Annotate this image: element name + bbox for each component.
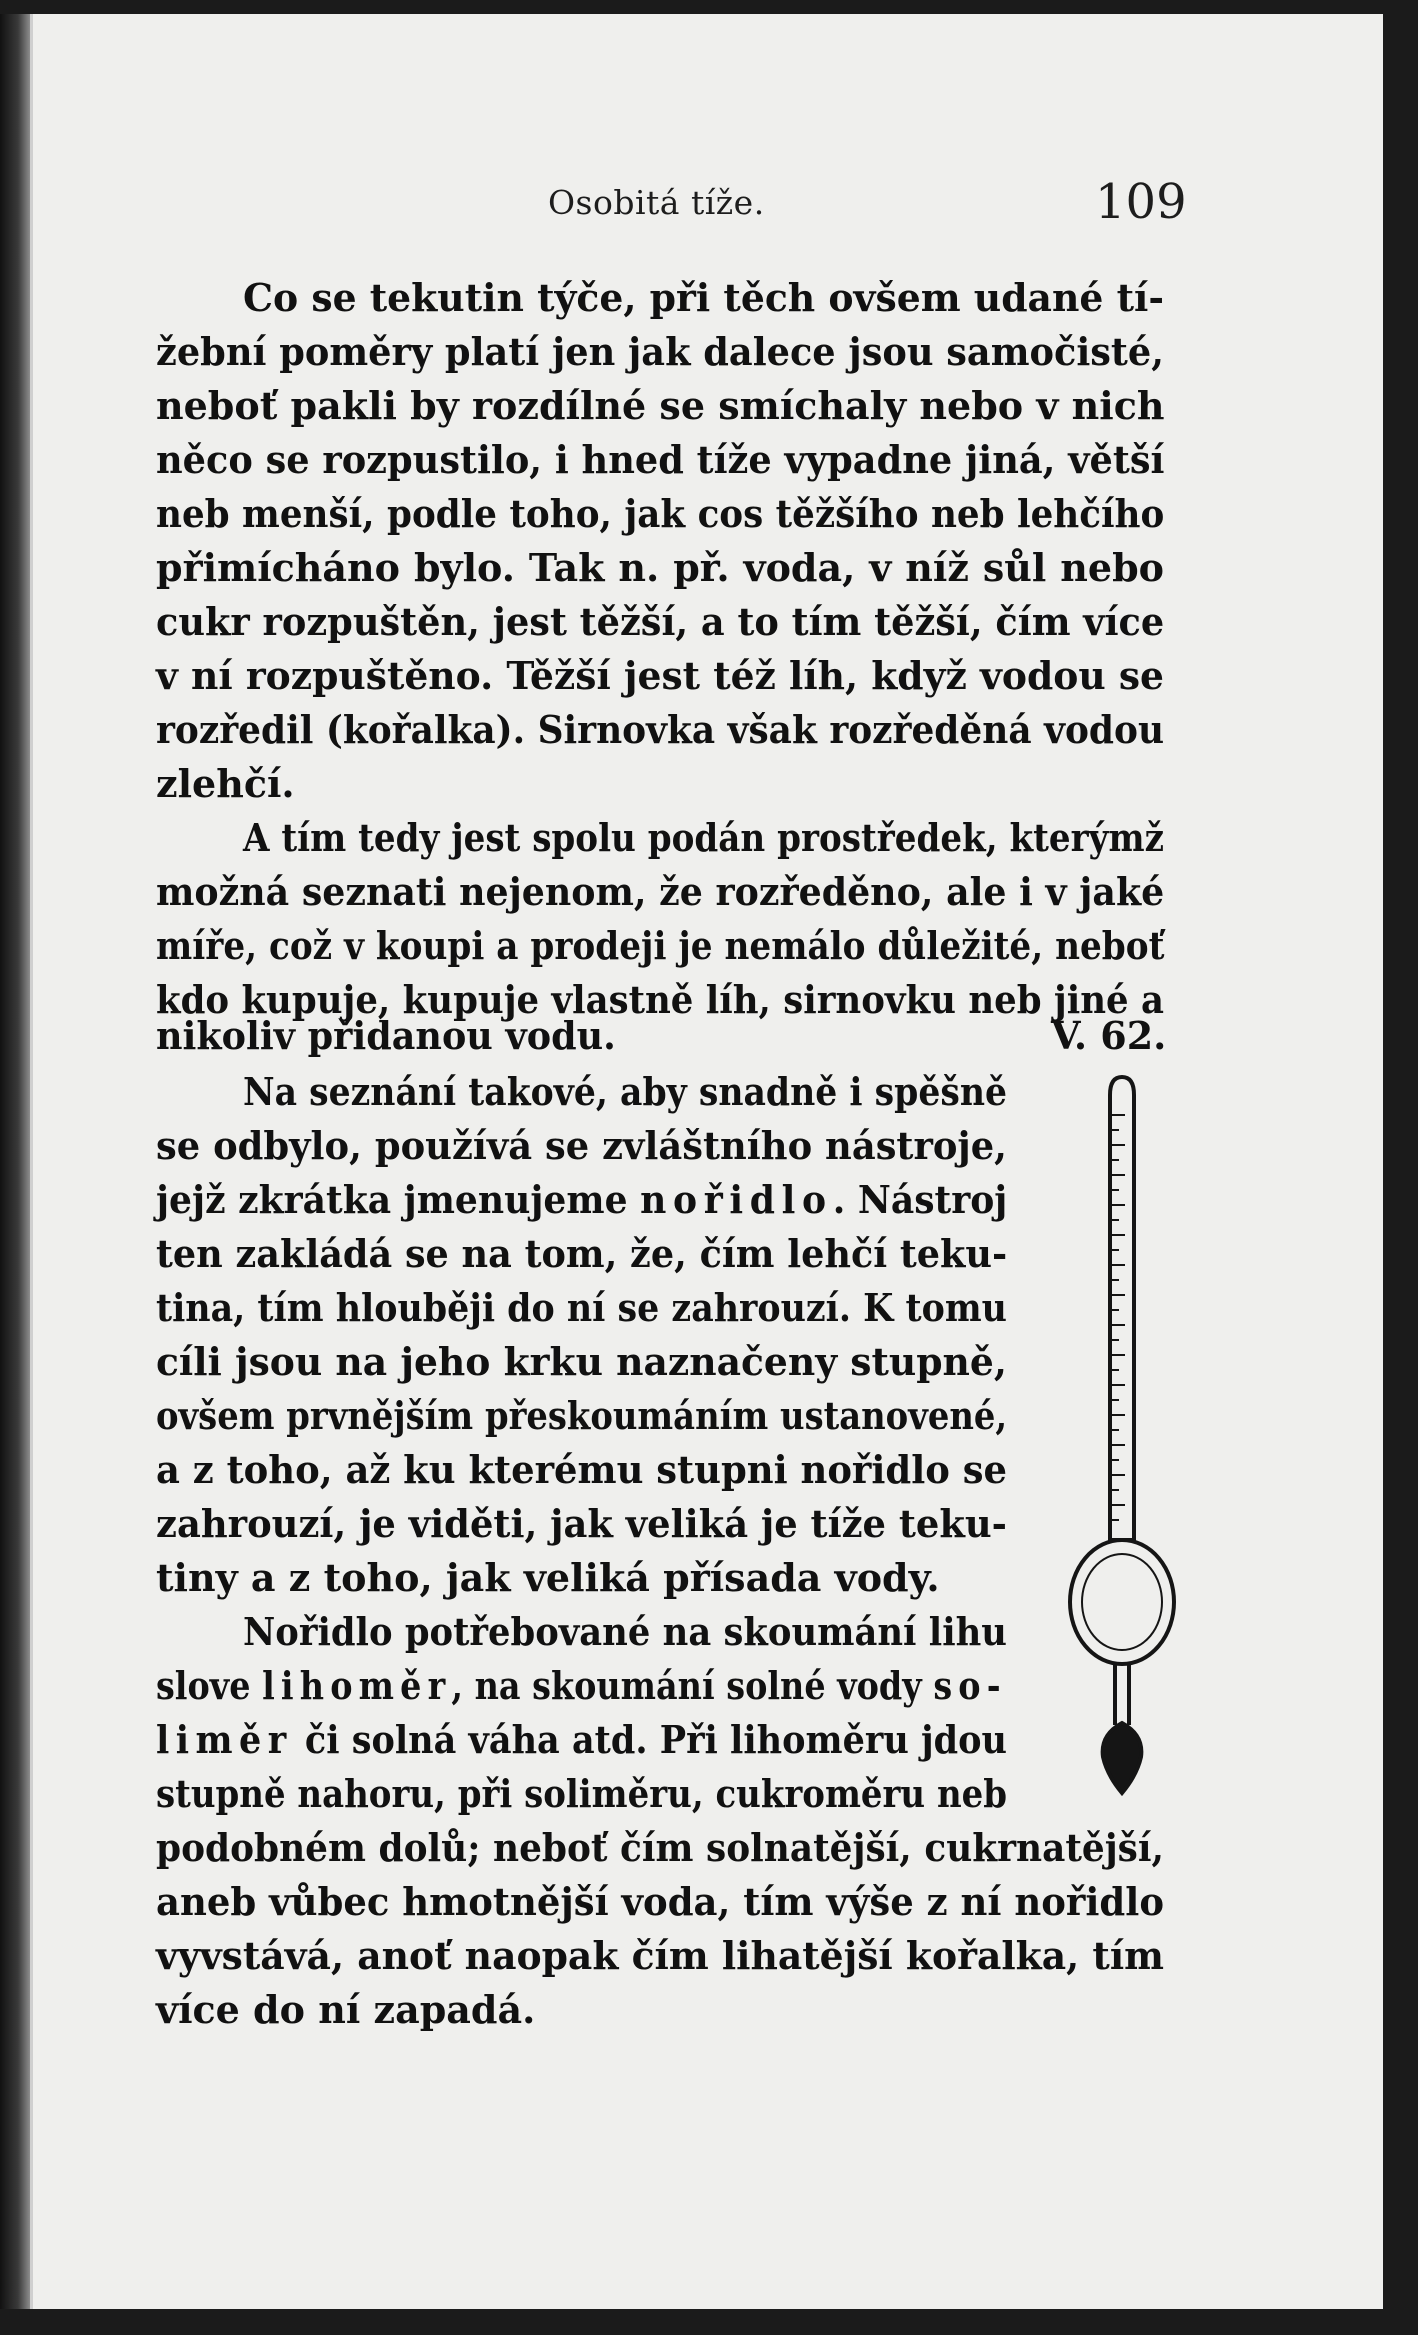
- text-line: více do ní zapadá.: [156, 1987, 536, 2032]
- text-line: cíli jsou na jeho krku naznačeny stupně,: [156, 1339, 1007, 1384]
- text-line: zlehčí.: [156, 761, 295, 806]
- figure-label: V. 62.: [1051, 1013, 1167, 1058]
- term-lihomer: lihoměr: [262, 1663, 452, 1708]
- text-fragment: , na skoumání solné vody: [451, 1663, 922, 1708]
- text-line: žební poměry platí jen jak dalece jsou samočisté,: [156, 329, 1164, 374]
- text-line: cukr rozpuštěn, jest těžší, a to tím těžší, čím více: [156, 599, 1165, 644]
- text-line: aneb vůbec hmotnější voda, tím výše z ní nořidlo: [156, 1879, 1164, 1924]
- text-line: možná seznati nejenom, že rozředěno, ale i v jaké: [156, 869, 1165, 914]
- text-line: a z toho, až ku kterému stupni nořidlo se: [156, 1447, 1007, 1492]
- text-fragment: či solná váha atd. Při lihoměru jdou: [304, 1717, 1008, 1762]
- text-fragment: . Nástroj: [832, 1177, 1008, 1222]
- text-line-with-terms: [156, 1661, 1007, 1711]
- book-gutter: [0, 14, 30, 2309]
- text-line: kdo kupuje, kupuje vlastně líh, sirnovku neb jiné a: [156, 977, 1164, 1022]
- text-line: A tím tedy jest spolu podán prostředek, kterýmž: [243, 815, 1164, 860]
- text-line: ten zakládá se na tom, že, čím lehčí teku-: [156, 1231, 1008, 1276]
- text-line: podobném dolů; neboť čím solnatější, cukrnatější,: [156, 1825, 1164, 1870]
- text-line: tina, tím hlouběji do ní se zahrouzí. K tomu: [156, 1285, 1007, 1330]
- text-line: vyvstává, anoť naopak čím lihatější kořalka, tím: [156, 1933, 1164, 1978]
- text-line-with-term: [156, 1175, 1007, 1225]
- text-line: přimícháno bylo. Tak n. př. voda, v níž sůl nebo: [156, 545, 1164, 590]
- text-line: se odbylo, používá se zvláštního nástroje,: [156, 1123, 1007, 1168]
- page-number: 109: [1095, 174, 1187, 230]
- text-line: Na seznání takové, aby snadně i spěšně: [243, 1069, 1007, 1114]
- text-line: neboť pakli by rozdílné se smíchaly nebo v nich: [156, 383, 1165, 428]
- text-line: neb menší, podle toho, jak cos těžšího neb lehčího: [156, 491, 1165, 536]
- term-so: so-: [933, 1663, 1007, 1708]
- text-line: nikoliv přidanou vodu.: [156, 1013, 616, 1058]
- text-line: Nořidlo potřebované na skoumání lihu: [243, 1609, 1007, 1654]
- text-line: ovšem prvnějším přeskoumáním ustanovené,: [156, 1393, 1008, 1438]
- term-noridlo: nořidlo: [640, 1177, 833, 1222]
- text-line: rozředil (kořalka). Sirnovka však rozředěná vodou: [156, 707, 1165, 752]
- text-fragment: slove: [156, 1663, 251, 1708]
- text-line: zahrouzí, je viděti, jak veliká je tíže teku-: [156, 1501, 1007, 1546]
- running-head: Osobitá tíže.: [548, 183, 765, 222]
- text-fragment: jejž zkrátka jmenujeme: [156, 1177, 628, 1222]
- text-line: něco se rozpustilo, i hned tíže vypadne jiná, větší: [156, 437, 1165, 482]
- text-line: Co se tekutin týče, při těch ovšem udané tí-: [243, 275, 1164, 320]
- text-line: v ní rozpuštěno. Těžší jest též líh, když vodou se: [156, 653, 1164, 698]
- hydrometer-icon: [1055, 1075, 1205, 1805]
- text-line-with-term: [156, 1715, 1007, 1765]
- text-line: stupně nahoru, při soliměru, cukroměru neb: [156, 1771, 1007, 1816]
- term-limer: liměr: [156, 1717, 293, 1762]
- text-line: míře, což v koupi a prodeji je nemálo důležité, neboť: [156, 923, 1165, 968]
- text-line: tiny a z toho, jak veliká přísada vody.: [156, 1555, 940, 1600]
